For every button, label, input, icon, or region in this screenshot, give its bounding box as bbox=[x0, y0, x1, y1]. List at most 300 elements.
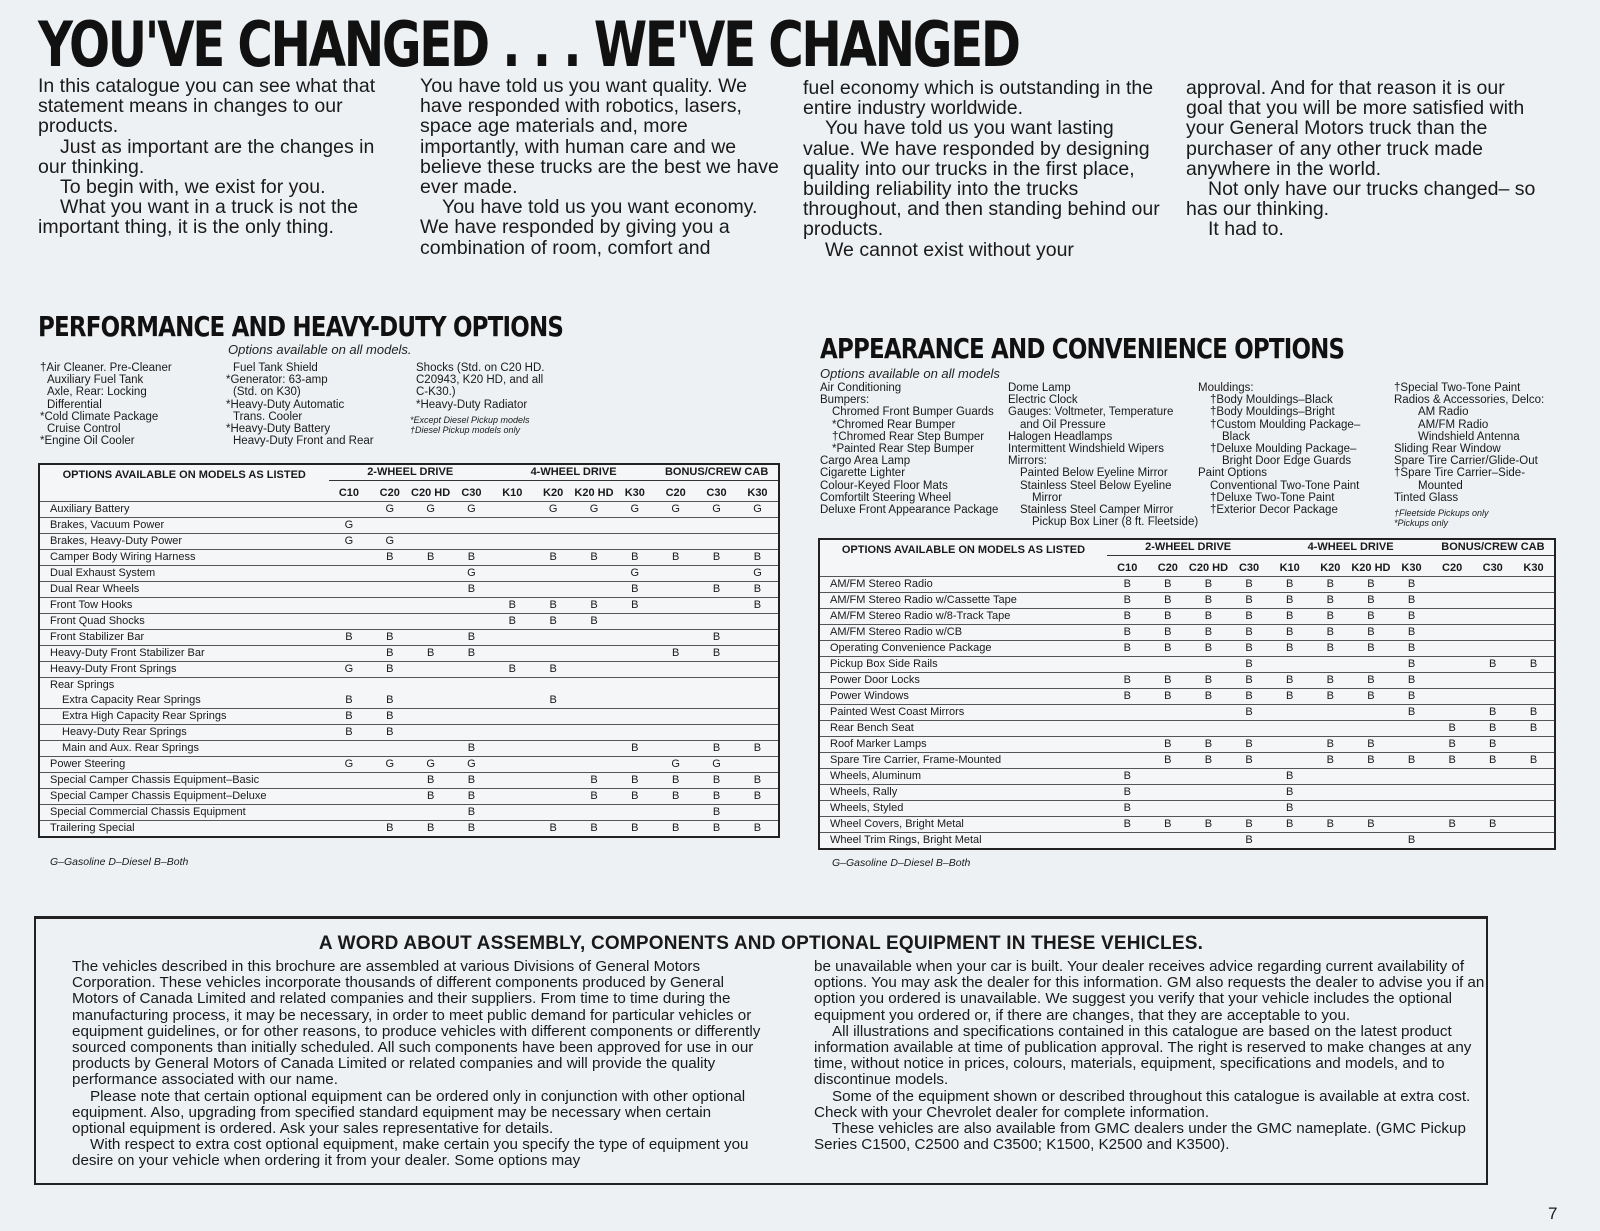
availability-cell bbox=[1513, 641, 1555, 657]
availability-cell: B bbox=[696, 741, 737, 757]
table-row bbox=[39, 789, 779, 805]
option-item: Bright Door Edge Guards bbox=[1222, 455, 1352, 468]
availability-cell: B bbox=[1188, 689, 1229, 705]
availability-cell: B bbox=[1310, 689, 1351, 705]
table-row bbox=[819, 833, 1555, 850]
availability-cell: B bbox=[737, 550, 779, 566]
appearance-note-1: †Fleetside Pickups only bbox=[1394, 508, 1489, 518]
availability-cell: B bbox=[1188, 673, 1229, 689]
availability-cell bbox=[1432, 641, 1473, 657]
availability-cell: B bbox=[1310, 625, 1351, 641]
option-item: *Heavy-Duty Radiator bbox=[416, 398, 528, 411]
availability-cell: B bbox=[1229, 641, 1270, 657]
availability-cell: B bbox=[614, 741, 655, 757]
availability-cell: B bbox=[1107, 817, 1148, 833]
availability-cell bbox=[737, 614, 779, 630]
availability-cell: B bbox=[329, 709, 370, 725]
option-item: Cargo Area Lamp bbox=[820, 455, 911, 468]
option-name: Front Stabilizer Bar bbox=[39, 630, 329, 646]
availability-cell bbox=[451, 709, 492, 725]
appearance-note-2: *Pickups only bbox=[1394, 518, 1449, 528]
availability-cell bbox=[696, 614, 737, 630]
availability-cell bbox=[1188, 769, 1229, 785]
assembly-notice-title: A WORD ABOUT ASSEMBLY, COMPONENTS AND OPTIONAL EQUIPMENT IN THESE VEHICLES. bbox=[318, 933, 1204, 954]
availability-cell: B bbox=[1148, 609, 1189, 625]
group-header: 2-WHEEL DRIVE bbox=[329, 464, 492, 481]
availability-cell bbox=[655, 518, 696, 534]
availability-cell: B bbox=[1391, 705, 1432, 721]
availability-cell bbox=[1351, 769, 1392, 785]
availability-cell bbox=[574, 662, 615, 678]
availability-cell: B bbox=[655, 821, 696, 838]
availability-cell: G bbox=[533, 502, 574, 518]
availability-cell: B bbox=[410, 821, 451, 838]
availability-cell bbox=[574, 709, 615, 725]
availability-cell bbox=[574, 725, 615, 741]
appearance-section-title: APPEARANCE AND CONVENIENCE OPTIONS bbox=[820, 332, 1345, 365]
availability-cell: G bbox=[655, 502, 696, 518]
availability-cell bbox=[1310, 705, 1351, 721]
availability-cell: B bbox=[614, 773, 655, 789]
table-row bbox=[819, 609, 1555, 625]
availability-cell: B bbox=[1432, 721, 1473, 737]
availability-cell bbox=[1472, 673, 1513, 689]
option-name: Trailering Special bbox=[39, 821, 329, 838]
table-row bbox=[819, 657, 1555, 673]
table-row bbox=[819, 721, 1555, 737]
availability-cell bbox=[614, 518, 655, 534]
option-item: Bumpers: bbox=[820, 394, 870, 407]
option-name: Brakes, Vacuum Power bbox=[39, 518, 329, 534]
option-item: Heavy-Duty Front and Rear bbox=[233, 435, 374, 448]
availability-cell bbox=[410, 678, 451, 694]
option-name: Painted West Coast Mirrors bbox=[819, 705, 1107, 721]
availability-cell bbox=[696, 662, 737, 678]
option-name: Special Camper Chassis Equipment–Deluxe bbox=[39, 789, 329, 805]
option-item: Tinted Glass bbox=[1394, 491, 1459, 504]
option-item: Cruise Control bbox=[47, 423, 121, 436]
availability-cell bbox=[533, 566, 574, 582]
availability-cell: B bbox=[1351, 753, 1392, 769]
option-item: Trans. Cooler bbox=[233, 410, 303, 423]
option-item: Conventional Two-Tone Paint bbox=[1210, 479, 1360, 492]
availability-cell: B bbox=[1269, 641, 1310, 657]
availability-cell: B bbox=[492, 598, 533, 614]
availability-cell: B bbox=[1391, 625, 1432, 641]
availability-cell: B bbox=[533, 662, 574, 678]
option-item: Intermittent Windshield Wipers bbox=[1008, 443, 1164, 456]
availability-cell: B bbox=[1351, 689, 1392, 705]
table-row bbox=[819, 753, 1555, 769]
availability-cell bbox=[369, 518, 410, 534]
column-header: C30 bbox=[1238, 562, 1260, 574]
availability-cell: B bbox=[696, 550, 737, 566]
availability-cell: B bbox=[369, 725, 410, 741]
availability-cell: B bbox=[369, 662, 410, 678]
availability-cell: B bbox=[614, 598, 655, 614]
availability-cell: B bbox=[1269, 625, 1310, 641]
assembly-column-1 bbox=[72, 959, 762, 1170]
availability-cell bbox=[533, 646, 574, 662]
availability-cell bbox=[614, 709, 655, 725]
availability-cell bbox=[533, 805, 574, 821]
appearance-notes bbox=[1394, 508, 1489, 528]
availability-cell bbox=[655, 725, 696, 741]
availability-cell bbox=[655, 693, 696, 709]
option-item: *Cold Climate Package bbox=[40, 410, 159, 423]
option-item: Dome Lamp bbox=[1008, 382, 1071, 394]
availability-cell bbox=[614, 630, 655, 646]
option-name: Wheel Trim Rings, Bright Metal bbox=[819, 833, 1107, 850]
options-grid bbox=[38, 463, 780, 838]
table-row bbox=[39, 614, 779, 630]
availability-cell: G bbox=[329, 518, 370, 534]
option-name: Extra Capacity Rear Springs bbox=[62, 694, 201, 706]
option-item: Radios & Accessories, Delco: bbox=[1394, 394, 1545, 407]
options-grid bbox=[818, 538, 1556, 850]
availability-cell: B bbox=[1148, 641, 1189, 657]
option-item: Fuel Tank Shield bbox=[233, 362, 318, 374]
availability-cell bbox=[1310, 785, 1351, 801]
option-item: Axle, Rear: Locking bbox=[47, 386, 147, 399]
option-item: †Air Cleaner. Pre-Cleaner bbox=[40, 362, 172, 374]
availability-cell bbox=[696, 566, 737, 582]
availability-cell: B bbox=[1229, 609, 1270, 625]
availability-cell bbox=[696, 693, 737, 709]
availability-cell: B bbox=[1269, 689, 1310, 705]
availability-cell bbox=[1472, 833, 1513, 850]
availability-cell: B bbox=[737, 773, 779, 789]
availability-cell: B bbox=[1269, 609, 1310, 625]
availability-cell: B bbox=[1391, 609, 1432, 625]
availability-cell bbox=[1432, 833, 1473, 850]
availability-cell: B bbox=[410, 550, 451, 566]
option-name: Auxiliary Battery bbox=[39, 502, 329, 518]
option-name: Wheels, Styled bbox=[819, 801, 1107, 817]
table-row bbox=[39, 582, 779, 598]
option-name: Rear Springs bbox=[39, 678, 329, 694]
performance-legend: G–Gasoline D–Diesel B–Both bbox=[50, 856, 189, 868]
availability-cell bbox=[737, 662, 779, 678]
option-item: Air Conditioning bbox=[820, 382, 902, 394]
availability-cell bbox=[1269, 657, 1310, 673]
availability-cell: B bbox=[1107, 801, 1148, 817]
table-row bbox=[39, 678, 779, 694]
performance-list-col3 bbox=[416, 362, 544, 411]
availability-cell: G bbox=[329, 534, 370, 550]
table-row bbox=[39, 709, 779, 725]
paragraph: To begin with, we exist for you. bbox=[60, 176, 326, 199]
option-item: *Chromed Rear Bumper bbox=[832, 418, 956, 431]
availability-cell bbox=[410, 630, 451, 646]
availability-cell: B bbox=[574, 550, 615, 566]
availability-cell bbox=[1432, 673, 1473, 689]
availability-cell: B bbox=[1229, 817, 1270, 833]
availability-cell: B bbox=[1513, 721, 1555, 737]
paragraph: All illustrations and specifications contained in this catalogue are based on the latest product information available at time of publication approval. The right is reserved to make changes at any time, without notice in prices, colours, materials, equipment, specifications and models, and to discontinue models. bbox=[814, 1022, 1472, 1089]
availability-cell: B bbox=[1188, 817, 1229, 833]
availability-cell: B bbox=[1107, 593, 1148, 609]
availability-cell bbox=[410, 566, 451, 582]
availability-cell bbox=[1269, 705, 1310, 721]
availability-cell: B bbox=[696, 582, 737, 598]
availability-cell bbox=[574, 805, 615, 821]
availability-cell bbox=[451, 534, 492, 550]
option-name: Wheels, Aluminum bbox=[819, 769, 1107, 785]
availability-cell: B bbox=[1310, 609, 1351, 625]
availability-cell: B bbox=[1310, 673, 1351, 689]
availability-cell bbox=[1513, 673, 1555, 689]
availability-cell bbox=[1310, 769, 1351, 785]
availability-cell: B bbox=[1391, 657, 1432, 673]
availability-cell bbox=[655, 598, 696, 614]
availability-cell: G bbox=[655, 757, 696, 773]
availability-cell bbox=[655, 534, 696, 550]
availability-cell bbox=[451, 598, 492, 614]
option-name: Front Tow Hooks bbox=[39, 598, 329, 614]
option-item: AM/FM Radio bbox=[1418, 418, 1489, 431]
availability-cell: B bbox=[655, 773, 696, 789]
availability-cell: B bbox=[492, 614, 533, 630]
performance-note-1: *Except Diesel Pickup models bbox=[410, 415, 530, 425]
availability-cell bbox=[369, 582, 410, 598]
availability-cell: B bbox=[1310, 737, 1351, 753]
option-name: Heavy-Duty Front Springs bbox=[39, 662, 329, 678]
availability-cell bbox=[574, 741, 615, 757]
paragraph: Not only have our trucks changed– so has our thinking. bbox=[1186, 178, 1536, 221]
availability-cell bbox=[696, 598, 737, 614]
availability-cell: B bbox=[410, 646, 451, 662]
availability-cell: B bbox=[1107, 673, 1148, 689]
appearance-list-col2 bbox=[1008, 382, 1198, 528]
option-item: Cigarette Lighter bbox=[820, 467, 906, 480]
option-name: Heavy-Duty Front Stabilizer Bar bbox=[39, 646, 329, 662]
availability-cell bbox=[1148, 833, 1189, 850]
option-item: *Engine Oil Cooler bbox=[40, 435, 135, 448]
availability-cell: B bbox=[1188, 625, 1229, 641]
availability-cell bbox=[1351, 785, 1392, 801]
paragraph: You have told us you want lasting value. We have responded by designing quality into our trucks in the first place, building reliability into the trucks throughout, and then standing behind our products. bbox=[803, 117, 1160, 241]
availability-cell bbox=[1107, 721, 1148, 737]
availability-cell: B bbox=[1148, 625, 1189, 641]
assembly-column-2 bbox=[814, 959, 1504, 1153]
availability-cell bbox=[1229, 785, 1270, 801]
availability-cell: B bbox=[1513, 753, 1555, 769]
paragraph: Please note that certain optional equipment can be ordered only in conjunction with other optional equipment. Also, upgrading from specified standard equipment may be necessary when certain optional equipment is ordered. Ask your sales representative for details. bbox=[72, 1087, 746, 1138]
availability-cell bbox=[492, 502, 533, 518]
availability-cell bbox=[1513, 817, 1555, 833]
availability-cell bbox=[492, 678, 533, 694]
group-header: 4-WHEEL DRIVE bbox=[492, 464, 655, 481]
availability-cell bbox=[1269, 721, 1310, 737]
availability-cell: B bbox=[1391, 593, 1432, 609]
availability-cell: B bbox=[369, 709, 410, 725]
availability-cell bbox=[1472, 769, 1513, 785]
option-item: †Chromed Rear Step Bumper bbox=[832, 430, 985, 443]
availability-cell: G bbox=[696, 502, 737, 518]
availability-cell: G bbox=[451, 757, 492, 773]
availability-cell bbox=[696, 534, 737, 550]
group-header: 4-WHEEL DRIVE bbox=[1269, 539, 1431, 556]
availability-cell bbox=[410, 614, 451, 630]
option-name: AM/FM Stereo Radio bbox=[819, 577, 1107, 593]
availability-cell bbox=[1107, 657, 1148, 673]
availability-cell: B bbox=[1269, 673, 1310, 689]
availability-cell bbox=[329, 646, 370, 662]
availability-cell bbox=[1432, 705, 1473, 721]
availability-cell: B bbox=[451, 805, 492, 821]
option-item: Shocks (Std. on C20 HD. bbox=[416, 362, 545, 374]
availability-cell: G bbox=[451, 566, 492, 582]
column-header: K30 bbox=[1523, 562, 1544, 574]
availability-cell bbox=[614, 646, 655, 662]
availability-cell bbox=[1188, 705, 1229, 721]
availability-cell: B bbox=[451, 630, 492, 646]
availability-cell bbox=[1432, 689, 1473, 705]
intro-column-3 bbox=[803, 78, 1163, 260]
availability-cell: B bbox=[451, 773, 492, 789]
availability-cell bbox=[329, 598, 370, 614]
availability-cell: B bbox=[696, 805, 737, 821]
availability-cell: G bbox=[329, 662, 370, 678]
availability-cell bbox=[1513, 577, 1555, 593]
availability-cell: B bbox=[1107, 641, 1148, 657]
column-header: K30 bbox=[624, 487, 645, 499]
availability-cell bbox=[1472, 801, 1513, 817]
availability-cell bbox=[737, 725, 779, 741]
availability-cell: B bbox=[1148, 737, 1189, 753]
availability-cell bbox=[492, 582, 533, 598]
option-name: Rear Bench Seat bbox=[819, 721, 1107, 737]
option-item: †Spare Tire Carrier–Side- bbox=[1394, 467, 1526, 480]
appearance-list-col4 bbox=[1394, 382, 1544, 504]
availability-cell: B bbox=[1107, 577, 1148, 593]
availability-cell bbox=[492, 550, 533, 566]
availability-cell bbox=[614, 693, 655, 709]
intro-column-2 bbox=[420, 76, 780, 258]
availability-cell bbox=[574, 630, 615, 646]
availability-cell bbox=[451, 725, 492, 741]
page-headline: YOU'VE CHANGED . . . WE'VE CHANGED bbox=[38, 8, 1019, 81]
appearance-options-table bbox=[818, 538, 1556, 850]
option-name: Dual Rear Wheels bbox=[39, 582, 329, 598]
availability-cell: G bbox=[410, 757, 451, 773]
availability-cell: B bbox=[1472, 753, 1513, 769]
availability-cell: B bbox=[614, 789, 655, 805]
availability-cell bbox=[369, 805, 410, 821]
option-item: C20943, K20 HD, and all bbox=[416, 374, 544, 387]
availability-cell bbox=[655, 582, 696, 598]
option-name: Power Steering bbox=[39, 757, 329, 773]
column-header: K30 bbox=[1401, 562, 1422, 574]
availability-cell bbox=[451, 662, 492, 678]
availability-cell: B bbox=[1351, 817, 1392, 833]
group-header: 2-WHEEL DRIVE bbox=[1107, 539, 1269, 556]
availability-cell: B bbox=[1269, 593, 1310, 609]
availability-cell: B bbox=[451, 821, 492, 838]
availability-cell: B bbox=[369, 630, 410, 646]
paragraph: Some of the equipment shown or described throughout this catalogue is available at extra cost. Check with your Chevrolet dealer for complete information. bbox=[814, 1087, 1471, 1121]
option-name: AM/FM Stereo Radio w/Cassette Tape bbox=[819, 593, 1107, 609]
option-item: Gauges: Voltmeter, Temperature bbox=[1008, 406, 1174, 419]
availability-cell bbox=[737, 757, 779, 773]
availability-cell: B bbox=[1148, 673, 1189, 689]
performance-section-title: PERFORMANCE AND HEAVY-DUTY OPTIONS bbox=[38, 310, 564, 343]
option-item: Painted Below Eyeline Mirror bbox=[1020, 467, 1168, 480]
availability-cell bbox=[1188, 801, 1229, 817]
availability-cell bbox=[574, 518, 615, 534]
availability-cell bbox=[451, 693, 492, 709]
availability-cell bbox=[410, 741, 451, 757]
availability-cell: B bbox=[1229, 657, 1270, 673]
performance-list-col2 bbox=[226, 362, 374, 447]
availability-cell bbox=[492, 821, 533, 838]
option-item: †Custom Moulding Package– bbox=[1210, 418, 1361, 431]
table-row bbox=[819, 769, 1555, 785]
availability-cell: G bbox=[451, 502, 492, 518]
table-row bbox=[39, 646, 779, 662]
availability-cell: B bbox=[533, 821, 574, 838]
availability-cell: B bbox=[1229, 625, 1270, 641]
availability-cell: B bbox=[533, 598, 574, 614]
availability-cell bbox=[492, 534, 533, 550]
availability-cell: G bbox=[614, 502, 655, 518]
availability-cell: B bbox=[737, 821, 779, 838]
availability-cell bbox=[574, 534, 615, 550]
availability-cell bbox=[1513, 737, 1555, 753]
availability-cell: B bbox=[696, 646, 737, 662]
availability-cell: B bbox=[696, 773, 737, 789]
availability-cell: B bbox=[410, 789, 451, 805]
availability-cell bbox=[1513, 833, 1555, 850]
availability-cell: B bbox=[1391, 689, 1432, 705]
availability-cell: B bbox=[574, 773, 615, 789]
availability-cell: B bbox=[1310, 641, 1351, 657]
availability-cell: B bbox=[1472, 657, 1513, 673]
table-row bbox=[39, 598, 779, 614]
availability-cell: B bbox=[1269, 769, 1310, 785]
availability-cell: B bbox=[1188, 609, 1229, 625]
availability-cell: B bbox=[369, 821, 410, 838]
table-row bbox=[39, 518, 779, 534]
table-row bbox=[819, 641, 1555, 657]
availability-cell: B bbox=[737, 789, 779, 805]
availability-cell bbox=[329, 789, 370, 805]
option-item: *Painted Rear Step Bumper bbox=[832, 443, 974, 456]
availability-cell bbox=[329, 614, 370, 630]
availability-cell bbox=[737, 805, 779, 821]
availability-cell bbox=[574, 582, 615, 598]
availability-cell bbox=[737, 534, 779, 550]
availability-cell bbox=[451, 614, 492, 630]
appearance-list-col1 bbox=[820, 382, 998, 516]
availability-cell bbox=[1432, 609, 1473, 625]
availability-cell: B bbox=[1269, 785, 1310, 801]
availability-cell bbox=[1148, 769, 1189, 785]
option-name: Front Quad Shocks bbox=[39, 614, 329, 630]
performance-note-2: †Diesel Pickup models only bbox=[410, 425, 521, 435]
corner-header: OPTIONS AVAILABLE ON MODELS AS LISTED bbox=[62, 469, 306, 481]
availability-cell bbox=[1432, 657, 1473, 673]
table-row bbox=[39, 630, 779, 646]
availability-cell: B bbox=[386, 694, 394, 706]
availability-cell: B bbox=[1310, 593, 1351, 609]
availability-cell: B bbox=[1188, 593, 1229, 609]
option-item: *Heavy-Duty Battery bbox=[226, 423, 331, 436]
availability-cell bbox=[1310, 657, 1351, 673]
availability-cell: B bbox=[549, 694, 557, 706]
availability-cell bbox=[369, 773, 410, 789]
